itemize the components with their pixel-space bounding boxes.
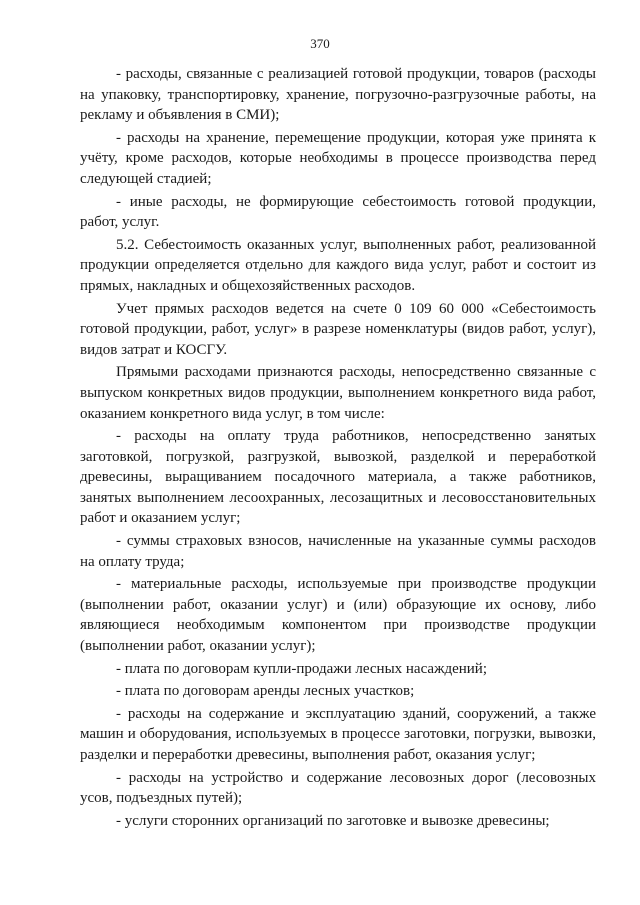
paragraph-3: - иные расходы, не формирующие себестоимость готовой продукции, работ, услуг.	[80, 193, 596, 231]
paragraph-9: - материальные расходы, используемые при производстве продукции (выполнении работ, оказании услуг) и (или) образующие их основу, либо являющиеся необходимым компонентом при производстве продукции (выполнении работ, оказании услуг);	[80, 576, 596, 655]
paragraph-12: - расходы на содержание и эксплуатацию зданий, сооружений, а также машин и оборудования, используемых в процессе заготовки, погрузки, вывозки, разделки и переработки древесины, выполнения работ, оказания услуг;	[80, 705, 596, 763]
paragraph-14: - услуги сторонних организаций по заготовке и вывозке древесины;	[116, 812, 550, 829]
paragraph-4: 5.2. Себестоимость оказанных услуг, выполненных работ, реализованной продукции определяется отдельно для каждого вида услуг, работ и состоит из прямых, накладных и общехозяйственных расходов.	[80, 236, 596, 294]
paragraph-13: - расходы на устройство и содержание лесовозных дорог (лесовозных усов, подъездных путей);	[80, 769, 596, 807]
paragraph-6: Прямыми расходами признаются расходы, непосредственно связанные с выпуском конкретных видов продукции, выполнением конкретного вида работ, оказанием конкретного вида услуг, в том числе:	[80, 364, 596, 422]
paragraph-2: - расходы на хранение, перемещение продукции, которая уже принята к учёту, кроме расходов, которые необходимы в процессе производства перед следующей стадией;	[80, 129, 596, 187]
page-number: 370	[310, 36, 330, 51]
paragraph-11: - плата по договорам аренды лесных участков;	[116, 683, 415, 700]
paragraph-8: - суммы страховых взносов, начисленные на указанные суммы расходов на оплату труда;	[80, 533, 596, 570]
paragraph-10: - плата по договорам купли-продажи лесных насаждений;	[116, 660, 487, 677]
paragraph-7: - расходы на оплату труда работников, непосредственно занятых заготовкой, погрузкой, разгрузкой, вывозкой, разделкой и переработкой древесины, выращиванием посадочного материала, а также работников, занятых выполнением лесоохранных, лесозащитных и лесовосстановительных работ и оказанием услуг;	[80, 428, 596, 527]
document-body	[80, 64, 596, 833]
paragraph-1: - расходы, связанные с реализацией готовой продукции, товаров (расходы на упаковку, транспортировку, хранение, погрузочно-разгрузочные работы, на рекламу и объявления в СМИ);	[80, 66, 596, 124]
paragraph-5: Учет прямых расходов ведется на счете 0 109 60 000 «Себестоимость готовой продукции, работ, услуг» в разрезе номенклатуры (видов работ, услуг), видов затрат и КОСГУ.	[80, 300, 596, 358]
